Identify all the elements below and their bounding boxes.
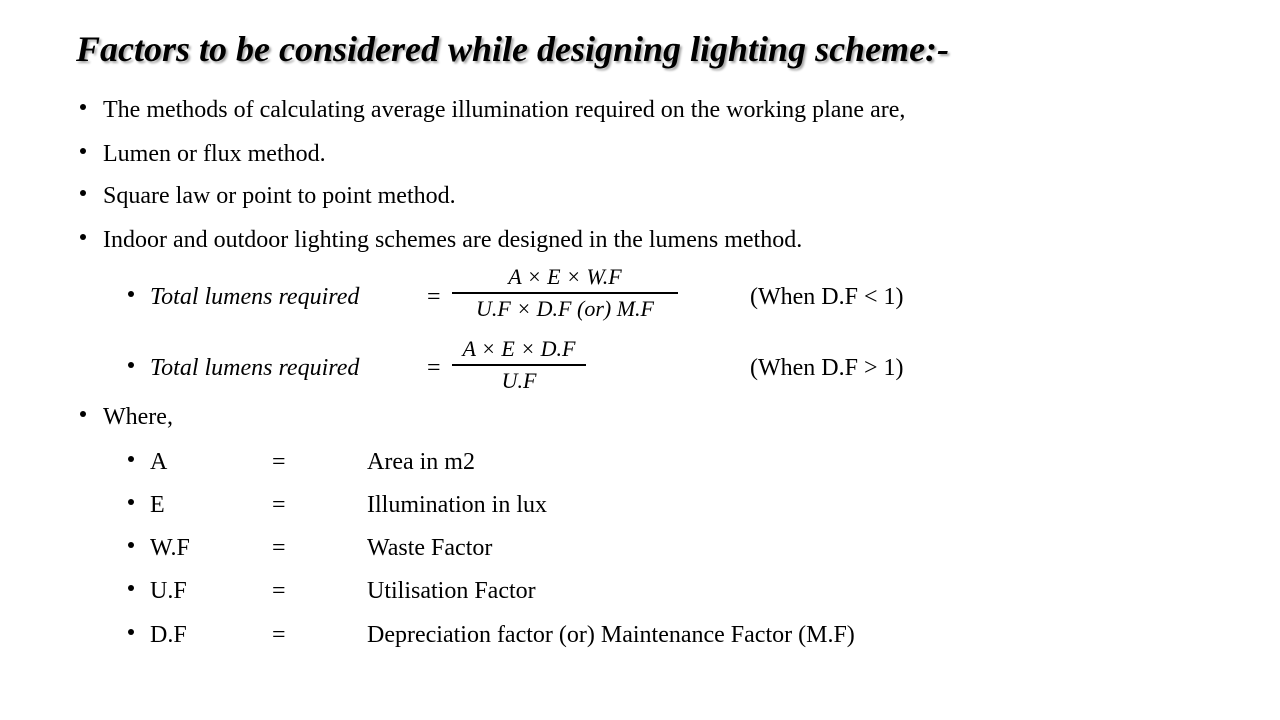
bullet-dot	[128, 499, 134, 505]
where-label: Where,	[103, 404, 173, 430]
fraction-bar	[452, 292, 678, 294]
bullet-text: Indoor and outdoor lighting schemes are designed in the lumens method.	[103, 227, 803, 253]
definition-symbol: E	[150, 492, 165, 518]
bullet-dot	[128, 362, 134, 368]
definition-meaning: Depreciation factor (or) Maintenance Factor (M.F)	[367, 622, 855, 648]
definition-meaning: Utilisation Factor	[367, 578, 536, 604]
definition-symbol: D.F	[150, 622, 187, 648]
formula-label: Total lumens required	[150, 355, 360, 381]
definition-meaning: Area in m2	[367, 449, 475, 475]
definition-symbol: U.F	[150, 578, 187, 604]
bullet-text: Square law or point to point method.	[103, 183, 456, 209]
bullet-dot	[80, 411, 86, 417]
formula-condition: (When D.F > 1)	[750, 355, 904, 381]
bullet-dot	[80, 148, 86, 154]
bullet-dot	[128, 542, 134, 548]
definition-symbol: A	[150, 449, 168, 475]
bullet-dot	[80, 104, 86, 110]
bullet-dot	[80, 234, 86, 240]
bullet-text: Lumen or flux method.	[103, 141, 326, 167]
definition-equals: =	[272, 492, 286, 518]
formula-numerator: A × E × W.F	[508, 264, 622, 289]
bullet-dot	[128, 291, 134, 297]
definition-equals: =	[272, 622, 286, 648]
definition-equals: =	[272, 578, 286, 604]
formula-denominator: U.F × D.F (or) M.F	[476, 295, 654, 321]
formula-numerator: A × E × D.F	[462, 336, 576, 361]
bullet-text: The methods of calculating average illumination required on the working plane are,	[103, 97, 906, 123]
bullet-dot	[128, 585, 134, 591]
formula-label: Total lumens required	[150, 284, 360, 310]
formula-condition: (When D.F < 1)	[750, 284, 904, 310]
definition-meaning: Waste Factor	[367, 535, 493, 561]
fraction-bar	[452, 364, 586, 366]
bullet-dot	[80, 190, 86, 196]
formula-fraction	[452, 336, 586, 394]
formula-fraction	[452, 264, 678, 322]
definition-equals: =	[272, 535, 286, 561]
formula-equals: =	[427, 284, 441, 310]
formula-equals: =	[427, 355, 441, 381]
bullet-dot	[128, 629, 134, 635]
definition-symbol: W.F	[150, 535, 190, 561]
definition-meaning: Illumination in lux	[367, 492, 547, 518]
bullet-dot	[128, 456, 134, 462]
slide-title: Factors to be considered while designing lighting scheme:-	[76, 29, 950, 69]
definition-equals: =	[272, 449, 286, 475]
formula-denominator: U.F	[501, 367, 537, 393]
